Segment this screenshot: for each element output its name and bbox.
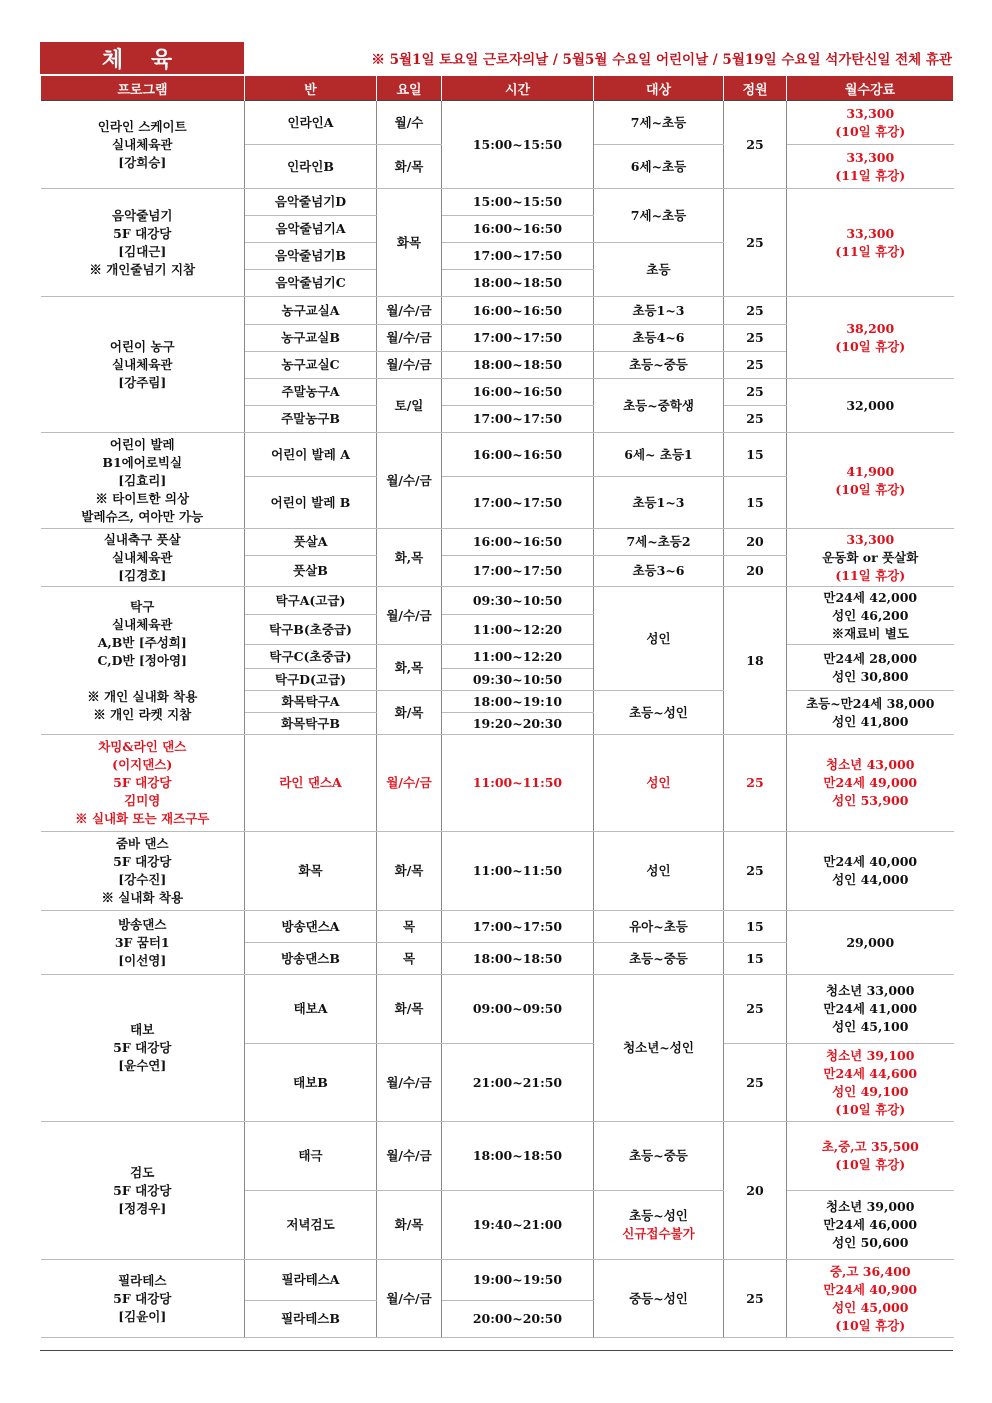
time-cell: 11:00~11:50 bbox=[442, 735, 594, 832]
class-cell: 탁구B(초중급) bbox=[245, 615, 377, 645]
time-cell: 18:00~18:50 bbox=[442, 943, 594, 975]
day-cell: 월/수/금 bbox=[377, 325, 442, 352]
day-cell: 화/목 bbox=[377, 1191, 442, 1260]
target-cell: 초등4~6 bbox=[594, 325, 724, 352]
time-cell: 17:00~17:50 bbox=[442, 243, 594, 270]
capacity-cell: 15 bbox=[724, 477, 787, 529]
day-cell: 월/수/금 bbox=[377, 735, 442, 832]
time-cell: 15:00~15:50 bbox=[442, 189, 594, 216]
col-header-day: 요일 bbox=[377, 76, 442, 101]
class-cell: 탁구D(고급) bbox=[245, 669, 377, 691]
day-cell: 화/목 bbox=[377, 832, 442, 911]
table-row bbox=[41, 1122, 954, 1191]
capacity-cell: 25 bbox=[724, 832, 787, 911]
fee-cell: 초,중,고 35,500 (10일 휴강) bbox=[787, 1122, 954, 1191]
fee-cell: 청소년 43,000 만24세 49,000 성인 53,900 bbox=[787, 735, 954, 832]
class-cell: 인라인A bbox=[245, 101, 377, 145]
target-cell: 7세~초등2 bbox=[594, 529, 724, 556]
fee-cell: 청소년 39,000 만24세 46,000 성인 50,600 bbox=[787, 1191, 954, 1260]
section-title: 체 육 bbox=[40, 42, 244, 74]
time-cell: 19:40~21:00 bbox=[442, 1191, 594, 1260]
class-cell: 주말농구B bbox=[245, 406, 377, 433]
program-cell: 인라인 스케이트 실내체육관 [강희승] bbox=[41, 101, 245, 189]
class-cell: 방송댄스A bbox=[245, 911, 377, 943]
table-row bbox=[41, 101, 954, 145]
day-cell: 월/수/금 bbox=[377, 1122, 442, 1191]
time-cell: 17:00~17:50 bbox=[442, 477, 594, 529]
fee-cell: 33,300 (10일 휴강) bbox=[787, 101, 954, 145]
fee-cell: 만24세 40,000 성인 44,000 bbox=[787, 832, 954, 911]
program-cell: 줌바 댄스 5F 대강당 [강수진] ※ 실내화 착용 bbox=[41, 832, 245, 911]
time-cell: 09:30~10:50 bbox=[442, 669, 594, 691]
capacity-cell: 25 bbox=[724, 975, 787, 1044]
capacity-cell: 15 bbox=[724, 943, 787, 975]
time-cell: 19:00~19:50 bbox=[442, 1260, 594, 1301]
fee-cell: 38,200 (10일 휴강) bbox=[787, 297, 954, 379]
program-cell: 차밍&라인 댄스 (이지댄스) 5F 대강당 김미영 ※ 실내화 또는 재즈구두 bbox=[41, 735, 245, 832]
capacity-cell: 25 bbox=[724, 101, 787, 189]
table-header-row bbox=[41, 76, 954, 101]
class-cell: 농구교실C bbox=[245, 352, 377, 379]
schedule-table bbox=[40, 76, 954, 1338]
time-cell: 19:20~20:30 bbox=[442, 713, 594, 735]
class-cell: 어린이 발레 A bbox=[245, 433, 377, 477]
day-cell: 목 bbox=[377, 943, 442, 975]
time-cell: 16:00~16:50 bbox=[442, 433, 594, 477]
day-cell: 월/수/금 bbox=[377, 587, 442, 645]
target-cell: 초등1~3 bbox=[594, 297, 724, 325]
program-cell: 음악줄넘기 5F 대강당 [김대근] ※ 개인줄넘기 지참 bbox=[41, 189, 245, 297]
time-cell: 21:00~21:50 bbox=[442, 1044, 594, 1122]
target-cell: 청소년~성인 bbox=[594, 975, 724, 1122]
target-cell: 초등 bbox=[594, 243, 724, 297]
target-cell: 초등~성인 신규접수불가 bbox=[594, 1191, 724, 1260]
day-cell: 화/목 bbox=[377, 145, 442, 189]
time-cell: 11:00~11:50 bbox=[442, 832, 594, 911]
class-cell: 태극 bbox=[245, 1122, 377, 1191]
table-row bbox=[41, 911, 954, 943]
target-cell: 초등~중등 bbox=[594, 352, 724, 379]
day-cell: 화/목 bbox=[377, 975, 442, 1044]
target-cell: 6세~ 초등1 bbox=[594, 433, 724, 477]
time-cell: 18:00~18:50 bbox=[442, 270, 594, 297]
col-header-fee: 월수강료 bbox=[787, 76, 954, 101]
capacity-cell: 25 bbox=[724, 325, 787, 352]
fee-cell: 32,000 bbox=[787, 379, 954, 433]
col-header-class: 반 bbox=[245, 76, 377, 101]
day-cell: 월/수/금 bbox=[377, 433, 442, 529]
fee-cell: 29,000 bbox=[787, 911, 954, 975]
class-cell: 농구교실B bbox=[245, 325, 377, 352]
page-header bbox=[40, 42, 952, 74]
capacity-cell: 15 bbox=[724, 433, 787, 477]
fee-cell: 중,고 36,400 만24세 40,900 성인 45,000 (10일 휴강) bbox=[787, 1260, 954, 1338]
time-cell: 15:00~15:50 bbox=[442, 101, 594, 189]
capacity-cell: 25 bbox=[724, 406, 787, 433]
fee-cell: 청소년 33,000 만24세 41,000 성인 45,100 bbox=[787, 975, 954, 1044]
time-cell: 17:00~17:50 bbox=[442, 325, 594, 352]
day-cell: 월/수 bbox=[377, 101, 442, 145]
target-cell: 7세~초등 bbox=[594, 101, 724, 145]
target-cell: 초등~중학생 bbox=[594, 379, 724, 433]
target-cell: 6세~초등 bbox=[594, 145, 724, 189]
day-cell: 월/수/금 bbox=[377, 297, 442, 325]
table-row bbox=[41, 832, 954, 911]
target-cell: 성인 bbox=[594, 587, 724, 691]
program-cell: 검도 5F 대강당 [정경우] bbox=[41, 1122, 245, 1260]
col-header-target: 대상 bbox=[594, 76, 724, 101]
capacity-cell: 20 bbox=[724, 529, 787, 556]
class-cell: 저녁검도 bbox=[245, 1191, 377, 1260]
time-cell: 20:00~20:50 bbox=[442, 1301, 594, 1338]
day-cell: 화,목 bbox=[377, 529, 442, 587]
target-cell: 초등1~3 bbox=[594, 477, 724, 529]
program-cell: 태보 5F 대강당 [윤수연] bbox=[41, 975, 245, 1122]
target-cell: 성인 bbox=[594, 735, 724, 832]
target-cell: 초등~중등 bbox=[594, 943, 724, 975]
class-cell: 필라테스B bbox=[245, 1301, 377, 1338]
capacity-cell: 20 bbox=[724, 1122, 787, 1260]
fee-cell: 33,300 운동화 or 풋살화 (11일 휴강) bbox=[787, 529, 954, 587]
time-cell: 17:00~17:50 bbox=[442, 911, 594, 943]
day-cell: 목 bbox=[377, 911, 442, 943]
class-cell: 음악줄넘기D bbox=[245, 189, 377, 216]
class-cell: 화목탁구B bbox=[245, 713, 377, 735]
time-cell: 18:00~18:50 bbox=[442, 1122, 594, 1191]
fee-cell: 초등~만24세 38,000 성인 41,800 bbox=[787, 691, 954, 735]
capacity-cell: 25 bbox=[724, 297, 787, 325]
class-cell: 풋살B bbox=[245, 556, 377, 587]
capacity-cell: 25 bbox=[724, 189, 787, 297]
program-cell: 어린이 발레 B1에어로빅실 [김효리] ※ 타이트한 의상 발레슈즈, 여아만 가능 bbox=[41, 433, 245, 529]
table-row bbox=[41, 587, 954, 615]
class-cell: 음악줄넘기B bbox=[245, 243, 377, 270]
capacity-cell: 25 bbox=[724, 352, 787, 379]
class-cell: 어린이 발레 B bbox=[245, 477, 377, 529]
table-row bbox=[41, 529, 954, 556]
class-cell: 음악줄넘기A bbox=[245, 216, 377, 243]
col-header-time: 시간 bbox=[442, 76, 594, 101]
class-cell: 태보A bbox=[245, 975, 377, 1044]
capacity-cell: 25 bbox=[724, 735, 787, 832]
time-cell: 16:00~16:50 bbox=[442, 379, 594, 406]
day-cell: 화/목 bbox=[377, 691, 442, 735]
target-cell: 유아~초등 bbox=[594, 911, 724, 943]
program-cell: 어린이 농구 실내체육관 [강주림] bbox=[41, 297, 245, 433]
table-bottom-rule bbox=[40, 1350, 953, 1351]
table-row bbox=[41, 189, 954, 216]
table-row bbox=[41, 735, 954, 832]
capacity-cell: 25 bbox=[724, 1260, 787, 1338]
fee-cell: 33,300 (11일 휴강) bbox=[787, 145, 954, 189]
day-cell: 화목 bbox=[377, 189, 442, 297]
class-cell: 필라테스A bbox=[245, 1260, 377, 1301]
time-cell: 18:00~19:10 bbox=[442, 691, 594, 713]
fee-cell: 33,300 (11일 휴강) bbox=[787, 189, 954, 297]
table-row bbox=[41, 433, 954, 477]
day-cell: 월/수/금 bbox=[377, 352, 442, 379]
class-cell: 라인 댄스A bbox=[245, 735, 377, 832]
target-cell: 성인 bbox=[594, 832, 724, 911]
day-cell: 월/수/금 bbox=[377, 1260, 442, 1338]
class-cell: 풋살A bbox=[245, 529, 377, 556]
time-cell: 18:00~18:50 bbox=[442, 352, 594, 379]
capacity-cell: 18 bbox=[724, 587, 787, 735]
time-cell: 09:30~10:50 bbox=[442, 587, 594, 615]
capacity-cell: 25 bbox=[724, 1044, 787, 1122]
time-cell: 17:00~17:50 bbox=[442, 406, 594, 433]
fee-cell: 만24세 28,000 성인 30,800 bbox=[787, 645, 954, 691]
program-cell: 방송댄스 3F 꿈터1 [이선영] bbox=[41, 911, 245, 975]
time-cell: 16:00~16:50 bbox=[442, 297, 594, 325]
target-cell: 7세~초등 bbox=[594, 189, 724, 243]
class-cell: 주말농구A bbox=[245, 379, 377, 406]
time-cell: 09:00~09:50 bbox=[442, 975, 594, 1044]
target-cell: 중등~성인 bbox=[594, 1260, 724, 1338]
capacity-cell: 20 bbox=[724, 556, 787, 587]
col-header-program: 프로그램 bbox=[41, 76, 245, 101]
table-row bbox=[41, 975, 954, 1044]
table-row bbox=[41, 1260, 954, 1301]
table-row bbox=[41, 297, 954, 325]
time-cell: 11:00~12:20 bbox=[442, 615, 594, 645]
program-cell: 실내축구 풋살 실내체육관 [김경호] bbox=[41, 529, 245, 587]
fee-cell: 청소년 39,100 만24세 44,600 성인 49,100 (10일 휴강) bbox=[787, 1044, 954, 1122]
class-cell: 음악줄넘기C bbox=[245, 270, 377, 297]
time-cell: 16:00~16:50 bbox=[442, 529, 594, 556]
day-cell: 월/수/금 bbox=[377, 1044, 442, 1122]
class-cell: 인라인B bbox=[245, 145, 377, 189]
class-cell: 탁구A(고급) bbox=[245, 587, 377, 615]
program-cell: 필라테스 5F 대강당 [김윤이] bbox=[41, 1260, 245, 1338]
target-cell: 초등~중등 bbox=[594, 1122, 724, 1191]
class-cell: 탁구C(초중급) bbox=[245, 645, 377, 669]
capacity-cell: 25 bbox=[724, 379, 787, 406]
time-cell: 16:00~16:50 bbox=[442, 216, 594, 243]
class-cell: 방송댄스B bbox=[245, 943, 377, 975]
fee-cell: 41,900 (10일 휴강) bbox=[787, 433, 954, 529]
fee-cell: 만24세 42,000 성인 46,200 ※재료비 별도 bbox=[787, 587, 954, 645]
class-cell: 화목탁구A bbox=[245, 691, 377, 713]
class-cell: 태보B bbox=[245, 1044, 377, 1122]
day-cell: 화,목 bbox=[377, 645, 442, 691]
day-cell: 토/일 bbox=[377, 379, 442, 433]
time-cell: 17:00~17:50 bbox=[442, 556, 594, 587]
class-cell: 농구교실A bbox=[245, 297, 377, 325]
target-cell: 초등3~6 bbox=[594, 556, 724, 587]
class-cell: 화목 bbox=[245, 832, 377, 911]
target-cell: 초등~성인 bbox=[594, 691, 724, 735]
holiday-notice: ※ 5월1일 토요일 근로자의날 / 5월5월 수요일 어린이날 / 5월19일 수요일 석가탄신일 전체 휴관 bbox=[371, 52, 952, 68]
col-header-capacity: 정원 bbox=[724, 76, 787, 101]
program-cell: 탁구 실내체육관 A,B반 [주성희] C,D반 [정아영] ※ 개인 실내화 착용 ※ 개인 라켓 지참 bbox=[41, 587, 245, 735]
capacity-cell: 15 bbox=[724, 911, 787, 943]
time-cell: 11:00~12:20 bbox=[442, 645, 594, 669]
